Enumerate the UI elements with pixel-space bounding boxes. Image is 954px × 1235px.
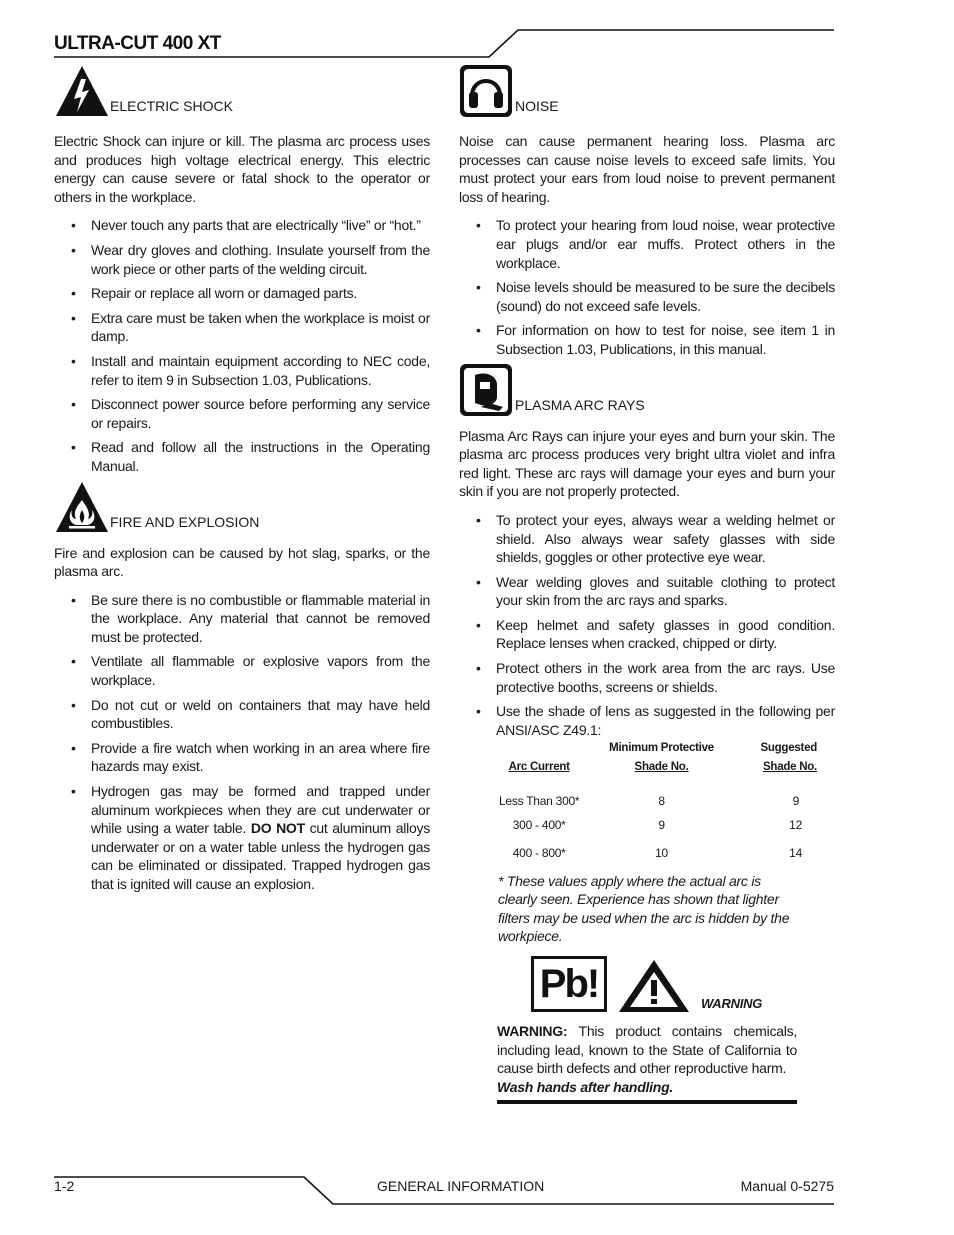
list-item: • Never touch any parts that are electrically “live” or “hot.” (54, 216, 430, 235)
table-cell: 12 (789, 818, 802, 833)
list-item: • Do not cut or weld on containers that may have held combustibles. (54, 696, 430, 733)
do-not-emphasis: DO NOT (250, 820, 305, 837)
list-item: • Use the shade of lens as suggested in the following per ANSI/ASC Z49.1: (459, 702, 835, 739)
list-item: • Provide a fire watch when working in an area where fire hazards may exist. (54, 739, 430, 776)
list-item (54, 782, 430, 894)
list-item: • Install and maintain equipment according to NEC code, refer to item 9 in Subsection 1.03, Publications. (54, 352, 430, 389)
col-arc-current: Arc Current (508, 761, 570, 774)
prop65-body: This product contains chemicals, including lead, known to the State of California to cause birth defects and other reproductive harm. (497, 1023, 797, 1077)
electric-shock-icon (54, 64, 110, 118)
plasma-arc-rays-label: PLASMA ARC RAYS (515, 396, 645, 413)
hydrogen-text-a: Hydrogen gas may be formed and trapped under aluminum workpieces when they are cut underwater or while using a water table. (91, 783, 430, 837)
prop65-warning-box (497, 956, 797, 1096)
table-cell: 400 - 800* (512, 845, 566, 860)
table-row (481, 839, 821, 867)
fire-explosion-label: FIRE AND EXPLOSION (110, 513, 260, 530)
list-item: • To protect your hearing from loud noise, wear protective ear plugs and/or ear muffs. Protect others in the workplace. (459, 216, 835, 272)
table-header-row (481, 739, 821, 780)
col-sug-shade-line1: Suggested (760, 742, 817, 755)
ear-protection-icon (459, 64, 513, 118)
table-footnote: * These values apply where the actual arc is clearly seen. Experience has shown that lighter filters may be used when the arc is hidden by the workpiece. (498, 872, 790, 945)
noise-intro: Noise can cause permanent hearing loss. Plasma arc processes can cause noise levels to exceed safe limits. You must protect your ears from loud noise to prevent permanent loss of hearing. (459, 133, 835, 205)
list-item: • Wear dry gloves and clothing. Insulate yourself from the work piece or other parts of the welding circuit. (54, 241, 430, 278)
list-item: • Extra care must be taken when the workplace is moist or damp. (54, 309, 430, 346)
list-item: • Ventilate all flammable or explosive vapors from the workplace. (54, 652, 430, 689)
plasma-arc-rays-heading (459, 363, 835, 417)
fire-explosion-heading (54, 480, 430, 534)
prop65-text (497, 1022, 797, 1078)
list-item: • For information on how to test for noise, see item 1 in Subsection 1.03, Publications, in this manual. (459, 321, 835, 358)
table-cell: Less Than 300* (499, 794, 580, 809)
list-item: • Disconnect power source before performing any service or repairs. (54, 395, 430, 432)
table-cell: 10 (655, 845, 668, 860)
wash-hands-text: Wash hands after handling. (497, 1078, 674, 1095)
table-cell: 9 (658, 818, 665, 833)
page-number: 1-2 (54, 1178, 75, 1194)
warning-triangle-icon (617, 958, 691, 1014)
electric-shock-intro: Electric Shock can injure or kill. The plasma arc process uses and produces high voltage electrical energy. This electric energy can cause severe or fatal shock to the operator or others in the workplace. (54, 133, 430, 205)
table-cell: 9 (792, 794, 799, 809)
list-item: • Repair or replace all worn or damaged parts. (54, 284, 430, 303)
noise-heading (459, 64, 835, 118)
warning-label: WARNING (701, 996, 763, 1012)
fire-explosion-intro: Fire and explosion can be caused by hot slag, sparks, or the plasma arc. (54, 544, 430, 580)
left-column (54, 64, 430, 900)
shade-table (481, 739, 821, 866)
list-item: • Be sure there is no combustible or flammable material in the workplace. Any material that cannot be removed must be protected. (54, 591, 430, 647)
welding-helmet-icon (459, 363, 513, 417)
manual-number: Manual 0-5275 (740, 1178, 834, 1194)
electric-shock-heading (54, 64, 430, 118)
fire-explosion-list (54, 591, 430, 894)
prop65-lead: WARNING: (497, 1023, 568, 1039)
list-item: • Wear welding gloves and suitable clothing to protect your skin from the arc rays and sparks. (459, 573, 835, 610)
page-title: ULTRA-CUT 400 XT (54, 33, 221, 54)
fire-icon (54, 480, 110, 534)
list-item: • To protect your eyes, always wear a welding helmet or shield. Also always wear safety glasses with side shields, goggles or other protective eye wear. (459, 511, 835, 567)
lead-pb-icon (531, 956, 607, 1012)
col-min-shade-line1: Minimum Protective (609, 742, 714, 755)
noise-list (459, 216, 835, 358)
col-sug-shade-line2: Shade No. (763, 761, 817, 774)
list-item: • Noise levels should be measured to be sure the decibels (sound) do not exceed safe levels. (459, 278, 835, 315)
table-row (481, 812, 821, 840)
table-cell: 8 (658, 794, 665, 809)
table-row (481, 781, 821, 812)
list-item: • Keep helmet and safety glasses in good condition. Replace lenses when cracked, chipped or dirty. (459, 616, 835, 653)
plasma-arc-rays-list (459, 511, 835, 740)
table-cell: 14 (789, 845, 802, 860)
footer-section: GENERAL INFORMATION (377, 1178, 545, 1194)
table-cell: 300 - 400* (512, 818, 566, 833)
pb-text: Pb! (539, 962, 599, 1006)
warning-box-rule (497, 1100, 797, 1104)
list-item: • Read and follow all the instructions in the Operating Manual. (54, 438, 430, 475)
electric-shock-list (54, 216, 430, 475)
hydrogen-text-b: cut aluminum alloys underwater or on a water table unless the hydrogen gas can be eliminated or dissipated. Trapped hydrogen gas that is ignited will cause an explosion. (91, 820, 430, 892)
col-min-shade-line2: Shade No. (634, 761, 689, 774)
plasma-arc-rays-intro: Plasma Arc Rays can injure your eyes and burn your skin. The plasma arc process produces very bright ultra violet and infra red light. These arc rays will damage your eyes and burn your skin if you are not properly protected. (459, 427, 835, 500)
header-rule (0, 0, 954, 70)
electric-shock-label: ELECTRIC SHOCK (110, 98, 233, 115)
noise-label: NOISE (515, 98, 559, 115)
right-column (459, 64, 835, 1096)
list-item: • Protect others in the work area from the arc rays. Use protective booths, screens or shields. (459, 659, 835, 696)
